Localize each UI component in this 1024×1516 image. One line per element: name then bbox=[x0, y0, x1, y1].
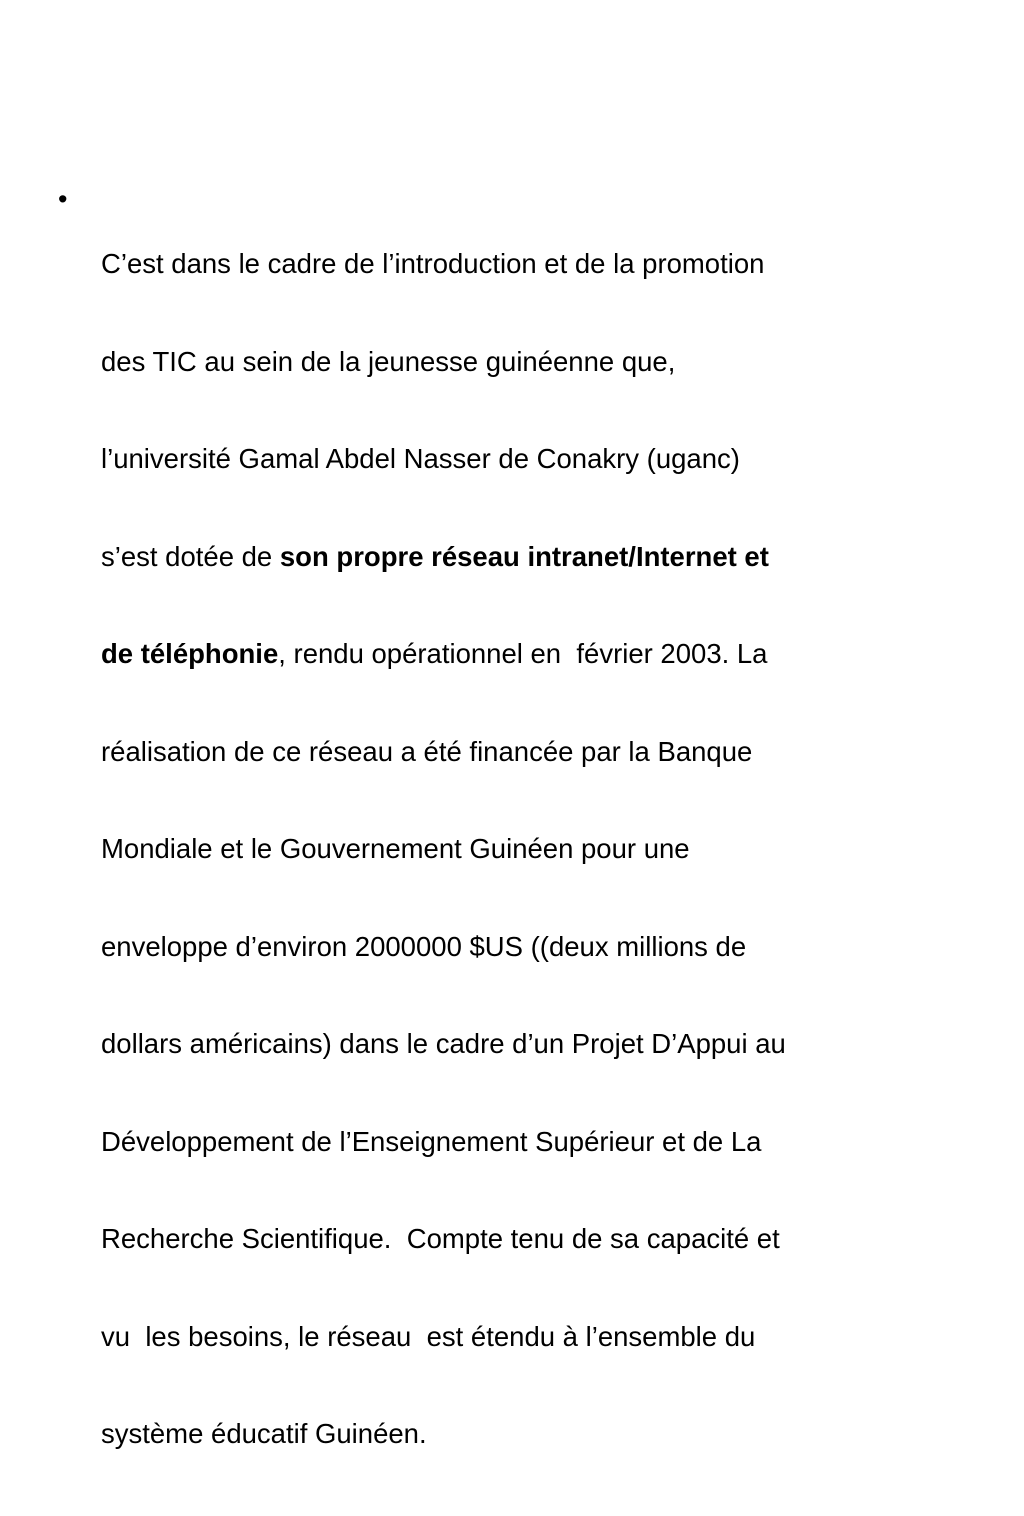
paragraph-line-12: vu les besoins, le réseau est étendu à l’ensemble du bbox=[101, 1320, 756, 1352]
paragraph-line-13: système éducatif Guinéen. bbox=[101, 1418, 427, 1449]
paragraph-line-10: Développement de l’Enseignement Supérieur et de La bbox=[101, 1125, 762, 1157]
highlighted-phrase-part-2: de téléphonie bbox=[101, 638, 279, 669]
paragraph-line-3: l’université Gamal Abdel Nasser de Conakry (uganc) bbox=[101, 443, 740, 474]
bullet-list bbox=[58, 183, 958, 1516]
bullet-paragraph bbox=[101, 183, 958, 1516]
line-4-prefix: s’est dotée de bbox=[101, 540, 280, 572]
paragraph-line-8: enveloppe d’environ 2000000 $US ((deux millions de bbox=[101, 930, 747, 962]
paragraph-line-5 bbox=[101, 638, 958, 671]
bullet-icon: • bbox=[58, 184, 68, 214]
paragraph-line-1: C’est dans le cadre de l’introduction et de la promotion bbox=[101, 248, 765, 279]
line-5-suffix: , rendu opérationnel en février 2003. La bbox=[278, 638, 768, 669]
paragraph-line-4 bbox=[101, 541, 958, 574]
paragraph-line-2: des TIC au sein de la jeunesse guinéenne que, bbox=[101, 345, 676, 377]
paragraph-line-11: Recherche Scientifique. Compte tenu de sa capacité et bbox=[101, 1223, 780, 1254]
paragraph-line-9: dollars américains) dans le cadre d’un Projet D’Appui au bbox=[101, 1028, 786, 1059]
highlighted-phrase-part-1: son propre réseau intranet/Internet et bbox=[279, 540, 769, 572]
paragraph-line-7: Mondiale et le Gouvernement Guinéen pour une bbox=[101, 833, 690, 864]
bullet-item bbox=[58, 183, 958, 1516]
paragraph-line-6: réalisation de ce réseau a été financée par la Banque bbox=[101, 735, 753, 767]
